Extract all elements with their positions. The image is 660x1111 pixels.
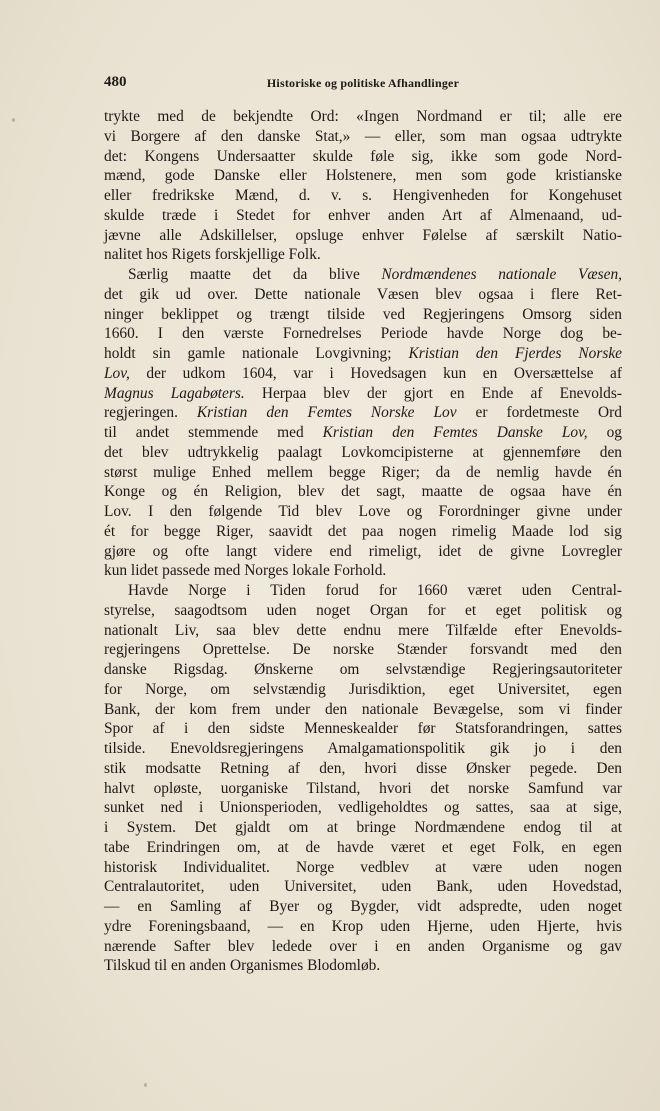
text-line [104, 384, 622, 404]
page-header [104, 74, 622, 94]
text-line [104, 660, 622, 680]
text-segment: tilside. Enevoldsregjeringens Amalgamationspolitik gik jo i den [104, 740, 622, 757]
text-segment: ét for begge Riger, saavidt det paa nogen rimelig Maade lod sig [104, 522, 622, 540]
text-segment: for Norge, om selvstændig Jurisdiktion, eget Universitet, egen [104, 680, 622, 698]
text-line [104, 798, 622, 818]
text-segment: nærende Safter blev ledede over i en anden Organisme og gav [104, 937, 622, 955]
italic-title: Kristian den Femtes Norske Lov [196, 404, 457, 422]
text-line [104, 640, 622, 660]
text-segment: — en Samling af Byer og Bygder, vidt adspredte, uden noget [104, 898, 622, 915]
text-segment: eller fredrikske Mænd, d. v. s. Hengivenheden for Kongehuset [104, 187, 622, 204]
text-segment: Særlig maatte det da blive [128, 266, 382, 283]
text-segment: nalitet hos Rigets forskjellige Folk. [104, 246, 321, 264]
text-line [104, 581, 622, 601]
page-number: 480 [104, 74, 127, 90]
text-segment: Konge og én Religion, blev det sagt, maatte de ogsaa have én [104, 483, 622, 501]
text-segment: historisk Individualitet. Norge vedblev at være uden nogen [104, 858, 622, 876]
text-segment: det gik ud over. Dette nationale Væsen blev ogsaa i flere Ret- [104, 285, 622, 303]
text-segment: størst mulige Enhed mellem begge Riger; da de nemlig havde én [104, 463, 622, 481]
text-line [104, 759, 622, 779]
text-line [104, 245, 622, 265]
text-line [104, 680, 622, 700]
text-segment: Lov. I den følgende Tid blev Love og Forordninger givne under [104, 503, 622, 520]
text-segment: skulde træde i Stedet for enhver anden Art af Almenaand, ud- [104, 206, 622, 224]
text-segment: trykte med de bekjendte Ord: «Ingen Nordmand er til; alle ere [104, 108, 622, 125]
text-line [104, 403, 622, 423]
text-segment: 1660. I den værste Fornedrelses Periode havde Norge dog be- [104, 325, 622, 343]
text-segment: Tilskud til en anden Organismes Blodomløb. [104, 957, 381, 975]
text-segment: tabe Erindringen om, at de havde været et eget Folk, en egen [104, 838, 622, 856]
text-segment: mænd, gode Danske eller Holstenere, men som gode kristianske [104, 167, 622, 185]
italic-title: Lov, [104, 364, 130, 382]
text-line [104, 226, 622, 246]
text-line [104, 877, 622, 897]
text-segment: ninger beklippet og trængt tilside ved Regjeringens Omsorg siden [104, 305, 622, 323]
text-line [104, 206, 622, 226]
text-segment: ydre Foreningsbaand, — en Krop uden Hjerne, uden Hjerte, hvis [104, 917, 622, 935]
text-segment: er fordetmeste Ord [456, 404, 622, 422]
text-line [104, 601, 622, 621]
text-line [104, 522, 622, 542]
text-segment: danske Rigsdag. Ønskerne om selvstændige Regjeringsautoriteter [104, 661, 622, 678]
text-segment: der udkom 1604, var i Hovedsagen kun en Oversættelse af [129, 364, 622, 382]
text-line [104, 127, 622, 147]
text-segment: halvt opløste, uorganiske Tilstand, hvori det norske Samfund var [104, 779, 622, 797]
italic-title: Kristian den Femtes Danske Lov, [322, 424, 588, 441]
text-segment: stik modsatte Retning af den, hvori disse Ønsker pegede. Den [104, 759, 622, 777]
text-segment: Centralautoritet, uden Universitet, uden Bank, uden Hovedstad, [104, 878, 622, 896]
text-line [104, 700, 622, 720]
text-segment: det: Kongens Undersaatter skulde føle sig, ikke som gode Nord- [104, 147, 622, 165]
text-line [104, 502, 622, 522]
text-segment: holdt sin gamle nationale Lovgivning; [104, 345, 409, 362]
text-segment: til andet stemmende med [104, 424, 323, 441]
text-segment: regjeringen. [104, 404, 197, 422]
body-text [104, 107, 622, 976]
text-segment: regjeringens Oprettelse. De norske Stænder forsvandt med den [104, 641, 622, 659]
italic-title: Kristian den Fjerdes Norske [408, 345, 622, 362]
text-line [104, 917, 622, 937]
text-segment: sunket ned i Unionsperioden, vedligeholdtes og sattes, saa at sige, [104, 799, 622, 817]
text-line [104, 344, 622, 364]
text-line [104, 463, 622, 483]
text-line [104, 719, 622, 739]
text-line [104, 324, 622, 344]
text-line [104, 818, 622, 838]
text-segment: jævne alle Adskillelser, opsluge enhver Følelse af særskilt Natio- [104, 226, 622, 244]
text-line [104, 858, 622, 878]
paper-speck [144, 1083, 147, 1087]
text-line [104, 147, 622, 167]
text-line [104, 897, 622, 917]
text-line [104, 364, 622, 384]
text-segment: i System. Det gjaldt om at bringe Nordmændene endog til at [104, 819, 622, 836]
text-line [104, 107, 622, 127]
text-line [104, 443, 622, 463]
text-segment: Spor af i den sidste Menneskealder før Statsforandringen, sattes [104, 720, 622, 738]
paper-speck [12, 118, 15, 122]
text-line [104, 779, 622, 799]
text-segment: Bank, der kom frem under den nationale Bevægelse, som vi finder [104, 700, 622, 718]
text-line [104, 561, 622, 581]
text-line [104, 937, 622, 957]
text-line [104, 423, 622, 443]
text-line [104, 305, 622, 325]
text-line [104, 166, 622, 186]
text-line [104, 621, 622, 641]
text-line [104, 265, 622, 285]
text-segment: vi Borgere af den danske Stat,» — eller, som man ogsaa udtrykte [104, 127, 622, 145]
text-segment: nationalt Liv, saa blev dette endnu mere Tilfælde efter Enevolds- [104, 621, 622, 639]
italic-title: Magnus Lagabøters. [104, 384, 245, 402]
text-segment: og [587, 424, 623, 441]
text-line [104, 482, 622, 502]
text-segment: Havde Norge i Tiden forud for 1660 været uden Central- [128, 582, 622, 599]
italic-title: Nordmændenes nationale Væsen, [381, 266, 622, 283]
text-line [104, 542, 622, 562]
text-segment: gjøre og ofte langt videre end rimeligt, idet de givne Lovregler [104, 542, 622, 560]
text-line [104, 838, 622, 858]
text-line [104, 186, 622, 206]
text-line [104, 739, 622, 759]
text-line [104, 956, 622, 976]
text-segment: styrelse, saagodtsom uden noget Organ for et eget politisk og [104, 601, 622, 619]
running-head: Historiske og politiske Afhandlinger [266, 76, 460, 90]
text-segment: Herpaa blev der gjort en Ende af Enevolds- [244, 384, 622, 402]
text-line [104, 285, 622, 305]
text-segment: kun lidet passede med Norges lokale Forhold. [104, 562, 387, 580]
text-segment: det blev udtrykkelig paalagt Lovkomcipisterne at gjennemføre den [104, 443, 622, 461]
